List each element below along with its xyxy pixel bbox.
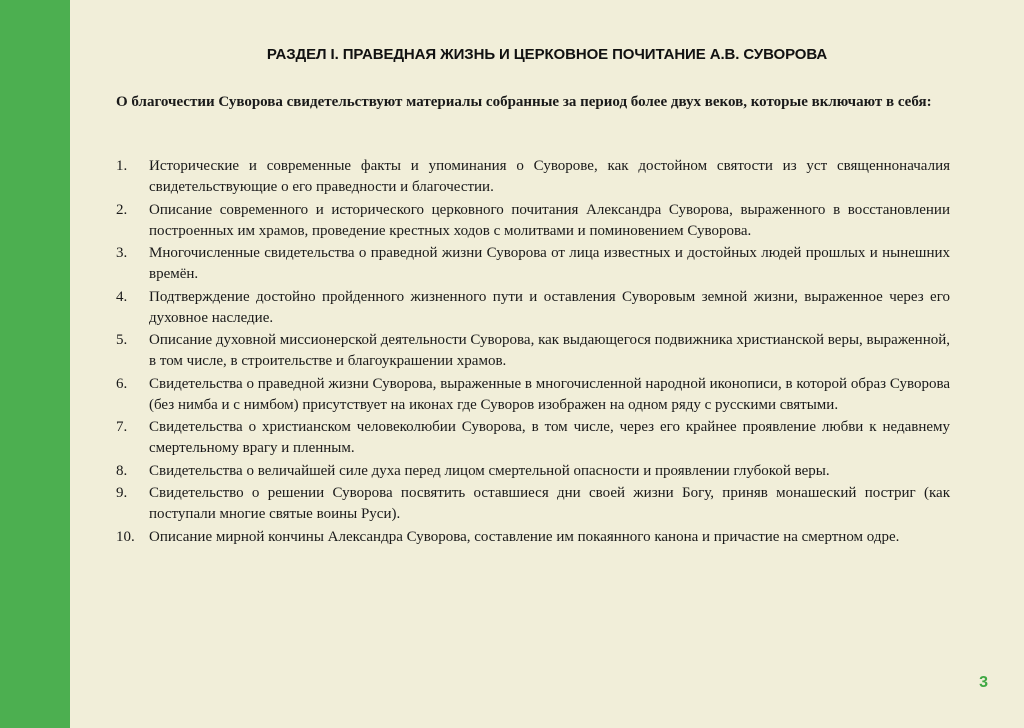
list-item xyxy=(116,156,950,198)
list-item-text: Описание духовной миссионерской деятельности Суворова, как выдающегося подвижника христианской веры, выраженной, в том числе, в строительстве и благоукрашении храмов. xyxy=(149,332,950,369)
list-item-text: Исторические и современные факты и упоминания о Суворове, как достойном святости из уст священноначалия свидетельствующие о его праведности и благочестии. xyxy=(149,158,950,195)
section-title: РАЗДЕЛ I. ПРАВЕДНАЯ ЖИЗНЬ И ЦЕРКОВНОЕ ПОЧИТАНИЕ А.В. СУВОРОВА xyxy=(266,46,828,63)
list-item-text: Свидетельства о величайшей силе духа перед лицом смертельной опасности и проявлении глубокой веры. xyxy=(149,462,830,479)
intro-paragraph: О благочестии Суворова свидетельствуют материалы собранные за период более двух веков, которые включают в себя: xyxy=(116,94,932,110)
list-item-number: 10. xyxy=(116,528,135,545)
page-number: 3 xyxy=(979,674,988,691)
list-item-text: Описание мирной кончины Александра Суворова, составление им покаянного канона и причастие на смертном одре. xyxy=(149,528,900,545)
list-item xyxy=(116,200,950,242)
list-item-text: Свидетельство о решении Суворова посвятить оставшиеся дни своей жизни Богу, приняв монашеский постриг (как поступали многие святые воины Руси). xyxy=(149,485,950,522)
list-item-number: 7. xyxy=(116,419,128,435)
list-item-text: Подтверждение достойно пройденного жизненного пути и оставления Суворовым земной жизни, выраженное через его духовное наследие. xyxy=(149,288,950,326)
list-item-text: Описание современного и исторического церковного почитания Александра Суворова, выраженного в восстановлении построенных им храмов, проведение крестных ходов с молитвами и поминовением Суворова. xyxy=(149,201,950,239)
list-item xyxy=(116,527,950,548)
list-item xyxy=(116,417,950,459)
list-item-number: 2. xyxy=(116,201,128,218)
list-item-number: 1. xyxy=(116,158,128,174)
list-item-number: 6. xyxy=(116,375,128,392)
list-item-number: 9. xyxy=(116,485,128,501)
list-item xyxy=(116,243,950,285)
list-item-number: 8. xyxy=(116,462,128,479)
list-item-number: 3. xyxy=(116,245,128,261)
list-item-text: Многочисленные свидетельства о праведной жизни Суворова от лица известных и достойных людей прошлых и нынешних времён. xyxy=(149,245,950,282)
list-item xyxy=(116,287,950,329)
list-item xyxy=(116,461,950,482)
list-item xyxy=(116,374,950,416)
list-item xyxy=(116,330,950,372)
evidence-list xyxy=(116,156,950,549)
list-item-number: 4. xyxy=(116,288,128,305)
green-side-bar xyxy=(0,0,70,728)
list-item-text: Свидетельства о христианском человеколюбии Суворова, в том числе, через его крайнее проявление любви к недавнему смертельному врагу и пленным. xyxy=(149,419,950,456)
list-item-number: 5. xyxy=(116,332,128,348)
list-item-text: Свидетельства о праведной жизни Суворова, выраженные в многочисленной народной иконописи, в которой образ Суворова (без нимба и с нимбом) присутствует на иконах где Суворов изображен на одном ряду с русскими святыми. xyxy=(149,375,950,413)
list-item xyxy=(116,483,950,525)
